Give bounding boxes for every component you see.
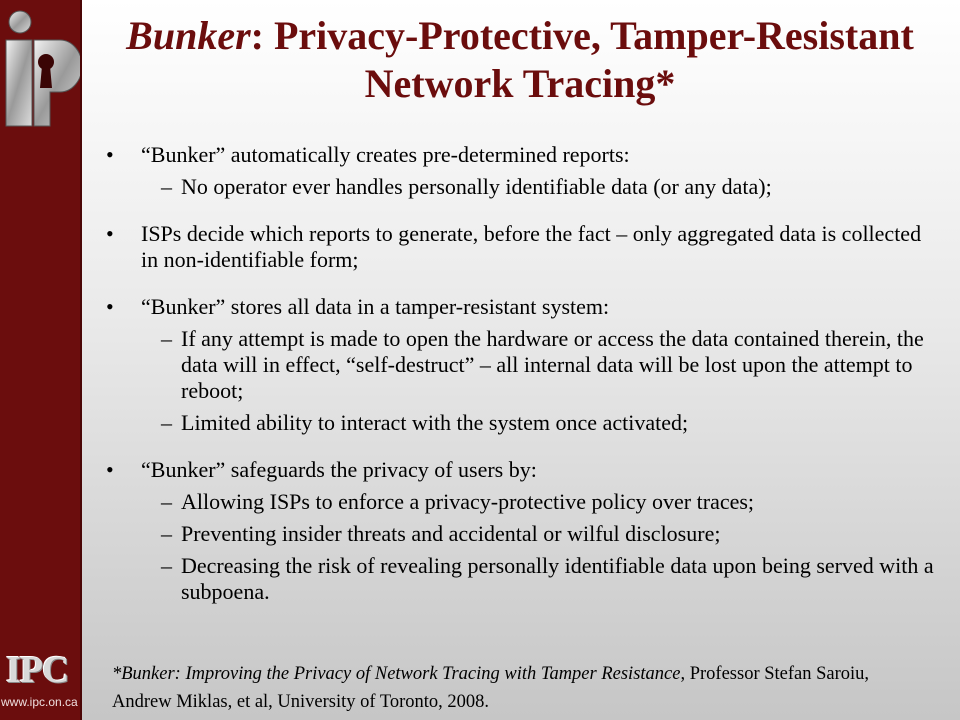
sub-bullet-text: Limited ability to interact with the system once activated; xyxy=(181,410,689,435)
footnote-italic: *Bunker: Improving the Privacy of Network Tracing with Tamper Resistance xyxy=(112,664,681,684)
title-emphasis: Bunker xyxy=(126,13,251,58)
ipc-logo: IPC xyxy=(6,649,69,691)
bullet-item xyxy=(106,457,936,483)
sub-bullet-item xyxy=(106,553,936,605)
bullet-item xyxy=(106,221,936,273)
footnote xyxy=(112,660,932,716)
footnote-rest: , Professor Stefan Saroiu, Andrew Miklas, et al, University of Toronto, 2008. xyxy=(112,664,870,712)
bullet-dot-icon: • xyxy=(106,457,114,482)
bullet-dot-icon: • xyxy=(106,142,114,167)
bullet-item xyxy=(106,142,936,168)
bullet-text: “Bunker” automatically creates pre-determined reports: xyxy=(141,142,630,167)
bullet-item xyxy=(106,294,936,320)
sub-bullet-text: Allowing ISPs to enforce a privacy-protective policy over traces; xyxy=(181,489,755,514)
sub-bullet-item xyxy=(106,521,936,547)
sub-bullet-item xyxy=(106,489,936,515)
title-rest: : Privacy-Protective, Tamper-Resistant Network Tracing* xyxy=(250,13,914,106)
sub-bullet-text: No operator ever handles personally identifiable data (or any data); xyxy=(181,174,772,199)
sub-bullet-text: Decreasing the risk of revealing personally identifiable data upon being served with a subpoena. xyxy=(181,553,934,604)
bullet-text: “Bunker” stores all data in a tamper-resistant system: xyxy=(141,294,610,319)
sub-bullet-item xyxy=(106,410,936,436)
sub-bullet-text: Preventing insider threats and accidental or wilful disclosure; xyxy=(181,521,721,546)
dash-icon: – xyxy=(161,410,172,435)
ip-logo-icon xyxy=(0,0,80,140)
dash-icon: – xyxy=(161,521,172,546)
sub-bullet-text: If any attempt is made to open the hardware or access the data contained therein, the data will in effect, “self-destruct” – all internal data will be lost upon the attempt to reboot; xyxy=(181,326,924,403)
sidebar-divider xyxy=(80,0,82,720)
slide-body xyxy=(106,138,936,605)
slide-title xyxy=(96,12,944,108)
bullet-text: “Bunker” safeguards the privacy of users by: xyxy=(141,457,537,482)
dash-icon: – xyxy=(161,326,172,351)
dash-icon: – xyxy=(161,489,172,514)
sub-bullet-item xyxy=(106,174,936,200)
dash-icon: – xyxy=(161,553,172,578)
dash-icon: – xyxy=(161,174,172,199)
bullet-dot-icon: • xyxy=(106,221,114,246)
bullet-text: ISPs decide which reports to generate, before the fact – only aggregated data is collected in non-identifiable form; xyxy=(141,221,922,272)
website-url[interactable]: www.ipc.on.ca xyxy=(1,695,78,709)
bullet-dot-icon: • xyxy=(106,294,114,319)
sub-bullet-item xyxy=(106,326,936,404)
